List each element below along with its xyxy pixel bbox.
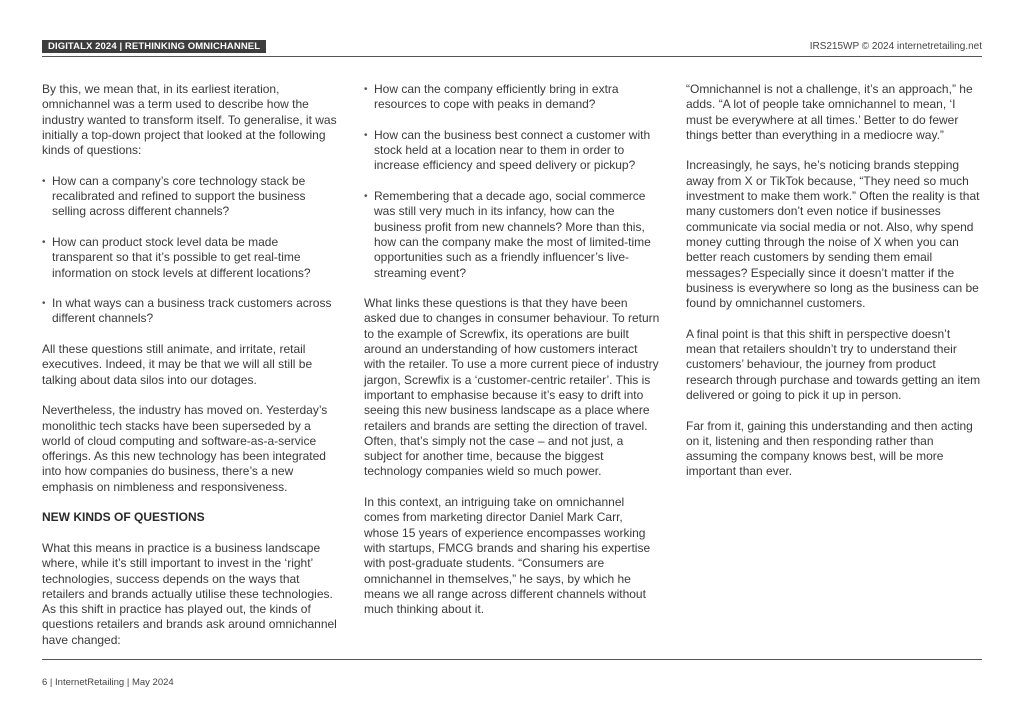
bullet-item: • How can product stock level data be made transparent so that it’s possible to get real-time information on stock levels at different locations? — [42, 235, 338, 281]
document-reference: IRS215WP © 2024 internetretailing.net — [809, 41, 982, 52]
bullet-list — [364, 82, 660, 281]
column-1 — [42, 82, 338, 648]
footer-rule — [42, 659, 982, 660]
paragraph: All these questions still animate, and irritate, retail executives. Indeed, it may be that we will all still be talking about data silos into our dotages. — [42, 342, 313, 387]
paragraph: Nevertheless, the industry has moved on. Yesterday’s monolithic tech stacks have been superseded by a world of cloud computing and software-as-a-service offerings. As this new technology has been integrated into how companies do business, there’s a new emphasis on nimbleness and responsiveness. — [42, 403, 328, 494]
paragraph: By this, we mean that, in its earliest iteration, omnichannel was a term used to describe how the industry wanted to transform itself. To generalise, it was initially a top-down project that looked at the following kinds of questions: — [42, 82, 337, 158]
paragraph: What this means in practice is a business landscape where, while it’s still important to invest in the ‘right’ technologies, success depends on the ways that retailers and brands actually utilise these technologies. As this shift in practice has played out, the kinds of questions retailers and brands ask around omnichannel have changed: — [42, 540, 337, 647]
bullet-item: • How can the company efficiently bring in extra resources to cope with peaks in demand? — [364, 82, 660, 113]
page-footer: 6 | InternetRetailing | May 2024 — [42, 677, 174, 688]
bullet-item: • How can a company’s core technology stack be recalibrated and refined to support the business selling across different channels? — [42, 174, 338, 220]
bullet-item: • Remembering that a decade ago, social commerce was still very much in its infancy, how can the business profit from new channels? More than this, how can the company make the most of limited-time opportunities such as a friendly influencer’s live-streaming event? — [364, 189, 660, 281]
bullet-item: • In what ways can a business track customers across different channels? — [42, 296, 338, 327]
column-3 — [686, 82, 982, 480]
bullet-item: • How can the business best connect a customer with stock held at a location near to them in order to increase efficiency and speed delivery or pickup? — [364, 128, 660, 174]
paragraph: A final point is that this shift in perspective doesn’t mean that retailers shouldn’t try to understand their customers’ behaviour, the journey from product research through purchase and towards getting an item delivered or going to pick it up in person. — [686, 326, 981, 402]
page-header — [42, 40, 982, 57]
subheading: NEW KINDS OF QUESTIONS — [42, 510, 205, 525]
section-tag: DIGITALX 2024 | RETHINKING OMNICHANNEL — [42, 40, 266, 53]
paragraph: Increasingly, he says, he’s noticing brands stepping away from X or TikTok because, “They need so much investment to make them work.” Often the reality is that many customers don’t even notice if businesses communicate via social media or not. Also, why spend money cutting through the noise of X when you can better reach customers by sending them email messages? Especially since it doesn’t matter if the business is everywhere so long as the business can be found by omnichannel customers. — [686, 158, 980, 311]
paragraph: What links these questions is that they have been asked due to changes in consumer behaviour. To return to the example of Screwfix, its operations are built around an understanding of how customers interact with the retailer. To use a more current piece of industry jargon, Screwfix is a ‘customer-centric retailer’. This is important to emphasise because it’s easy to drift into seeing this new business landscape as a place where retailers and brands are setting the direction of travel. Often, that’s simply not the case – and not just, a subject for another time, because the biggest technology companies wield so much power. — [364, 296, 660, 479]
paragraph: In this context, an intriguing take on omnichannel comes from marketing director Daniel Mark Carr, whose 15 years of experience encompasses working with startups, FMCG brands and sharing his expertise with post-graduate students. “Consumers are omnichannel in themselves,” he says, by which he means we all range across different channels without much thinking about it. — [364, 495, 651, 617]
paragraph: “Omnichannel is not a challenge, it’s an approach,” he adds. “A lot of people take omnichannel to mean, ‘I must be everywhere at all times.’ Better to do fewer things better than everything in a mediocre way.” — [686, 82, 973, 142]
column-2 — [364, 82, 660, 617]
paragraph: Far from it, gaining this understanding and then acting on it, listening and then responding rather than assuming the company knows best, will be more important than ever. — [686, 418, 973, 479]
bullet-list — [42, 174, 338, 327]
